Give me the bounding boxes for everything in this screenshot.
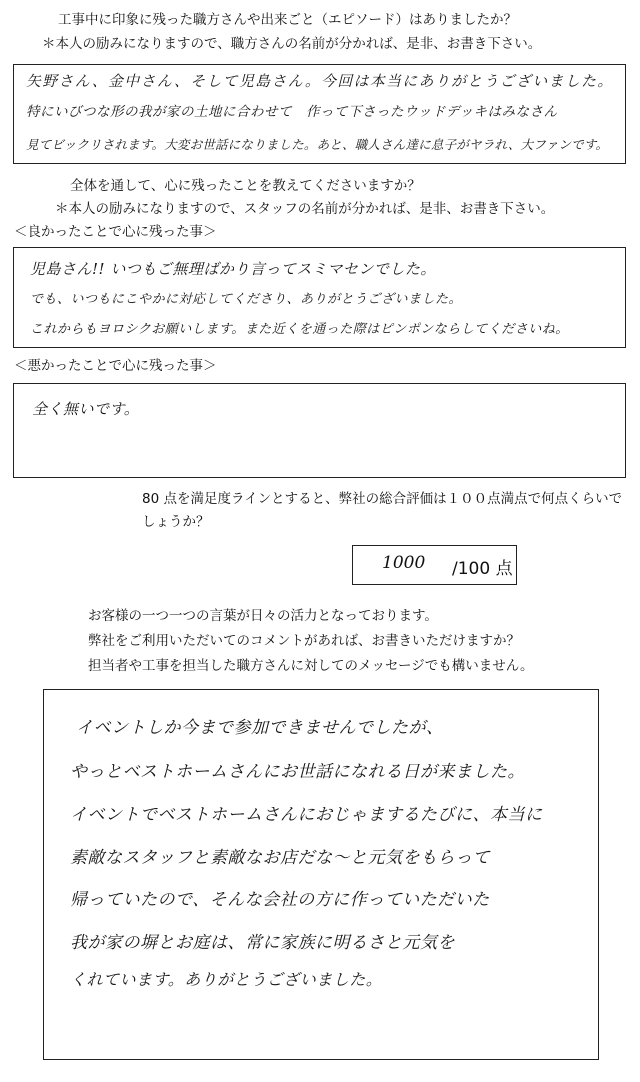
comment-line: 素敵なスタッフと素敵なお店だな～と元気をもらって	[70, 848, 490, 868]
comment-line: イベントしか今まで参加できませんでしたが、	[76, 718, 444, 738]
question-1-line-1: 工事中に印象に残った職方さんや出来ごと（エピソード）はありましたか？	[58, 12, 517, 28]
question-4-line-3: 担当者や工事を担当した職方さんに対してのメッセージでも構いません。	[88, 658, 534, 674]
score-value: 1000	[382, 553, 426, 573]
answer-1-line: 特にいびつな形の我が家の土地に合わせて 作って下さったウッドデッキはみなさん	[26, 104, 558, 120]
answer-1-line: 矢野さん、金中さん、そして児島さん。今回は本当にありがとうございました。	[26, 73, 614, 90]
question-4-line-1: お客様の一つ一つの言葉が日々の活力となっております。	[88, 608, 438, 624]
bad-points-label: ＜悪かったことで心に残った事＞	[14, 358, 217, 374]
question-2-line-2: ＊本人の励みになりますので、スタッフの名前が分かれば、是非、お書き下さい。	[55, 201, 555, 217]
question-3-line-1: 80 点を満足度ラインとすると、弊社の総合評価は１００点満点で何点くらいで	[142, 491, 623, 507]
comment-line: 我が家の塀とお庭は、常に家族に明るさと元気を	[70, 933, 455, 953]
good-points-line: 児島さん!! いつもご無理ばかり言ってスミマセンでした。	[30, 260, 436, 278]
question-1-line-2: ＊本人の励みになりますので、職方さんの名前が分かれば、是非、お書き下さい。	[42, 36, 542, 52]
good-points-line: でも、いつもにこやかに対応してくださり、ありがとうございました。	[30, 292, 463, 307]
question-2-line-1: 全体を通して、心に残ったことを教えてくださいますか？	[70, 178, 421, 194]
comment-line: くれています。ありがとうございました。	[70, 970, 383, 989]
comment-line: イベントでベストホームさんにおじゃまするたびに、本当に	[70, 805, 543, 825]
comment-line: やっとベストホームさんにお世話になれる日が来ました。	[70, 762, 525, 782]
question-4-line-2: 弊社をご利用いただいてのコメントがあれば、お書きいただけますか？	[88, 633, 520, 649]
good-points-line: これからもヨロシクお願いします。また近くを通った際はピンポンならしてくださいね。	[30, 322, 569, 337]
comment-line: 帰っていたので、そんな会社の方に作っていただいた	[70, 890, 490, 910]
score-unit: /100 点	[452, 559, 513, 579]
good-points-label: ＜良かったことで心に残った事＞	[14, 224, 217, 240]
bad-points-answer: 全く無いです。	[32, 400, 140, 418]
comment-box	[43, 689, 599, 1060]
question-3-line-2: しょうか？	[142, 514, 210, 530]
answer-1-line: 見てビックリされます。大変お世話になりました。あと、職人さん達に息子がヤラれ、大ファンです。	[26, 137, 609, 152]
